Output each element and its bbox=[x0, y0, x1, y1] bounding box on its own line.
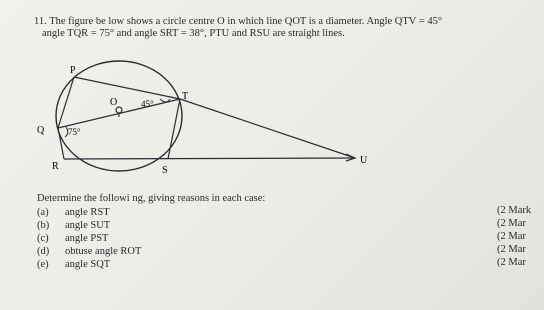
line-pt bbox=[74, 77, 180, 99]
part-text: angle RST bbox=[65, 207, 110, 218]
parts-list bbox=[37, 206, 141, 271]
label-o: O bbox=[110, 97, 118, 108]
chord-qr bbox=[58, 128, 64, 159]
instructions: Determine the followi ng, giving reasons in each case: bbox=[37, 193, 266, 204]
label-r: R bbox=[52, 161, 59, 172]
part-text: angle SQT bbox=[65, 259, 111, 270]
label-q: Q bbox=[37, 125, 45, 136]
part-text: angle SUT bbox=[65, 220, 111, 231]
line-rsu bbox=[64, 158, 355, 159]
part-c bbox=[37, 232, 141, 245]
part-d bbox=[37, 245, 141, 258]
label-t: T bbox=[182, 91, 189, 102]
part-label: (e) bbox=[37, 259, 49, 270]
part-label: (a) bbox=[37, 207, 49, 218]
part-text: angle PST bbox=[65, 233, 109, 244]
mark-a: (2 Mark bbox=[497, 205, 532, 216]
chord-pq bbox=[58, 77, 74, 128]
part-label: (b) bbox=[37, 220, 50, 231]
part-e bbox=[37, 258, 141, 271]
line-tu bbox=[180, 99, 355, 158]
label-angle-45: 45° bbox=[141, 99, 154, 109]
label-angle-75: 75° bbox=[68, 127, 81, 137]
part-a bbox=[37, 206, 141, 219]
chord-ts bbox=[168, 99, 180, 159]
question-text-line2: angle TQR = 75° and angle SRT = 38°, PTU and RSU are straight lines. bbox=[42, 28, 345, 39]
part-label: (d) bbox=[37, 246, 50, 257]
part-label: (c) bbox=[37, 233, 49, 244]
circle-geometry-figure bbox=[30, 55, 390, 185]
label-u: U bbox=[360, 155, 368, 166]
part-text: obtuse angle ROT bbox=[65, 246, 142, 257]
part-b bbox=[37, 219, 141, 232]
question-number: 11. bbox=[34, 16, 47, 27]
question-text-line1: The figure be low shows a circle centre O in which line QOT is a diameter. Angle QTV = 45° bbox=[49, 16, 443, 27]
label-s: S bbox=[162, 165, 168, 176]
mark-e: (2 Mar bbox=[497, 257, 526, 268]
label-p: P bbox=[70, 65, 76, 76]
mark-d: (2 Mar bbox=[497, 244, 526, 255]
mark-c: (2 Mar bbox=[497, 231, 526, 242]
question-header bbox=[34, 16, 539, 28]
marks-column bbox=[497, 204, 531, 269]
mark-b: (2 Mar bbox=[497, 218, 526, 229]
